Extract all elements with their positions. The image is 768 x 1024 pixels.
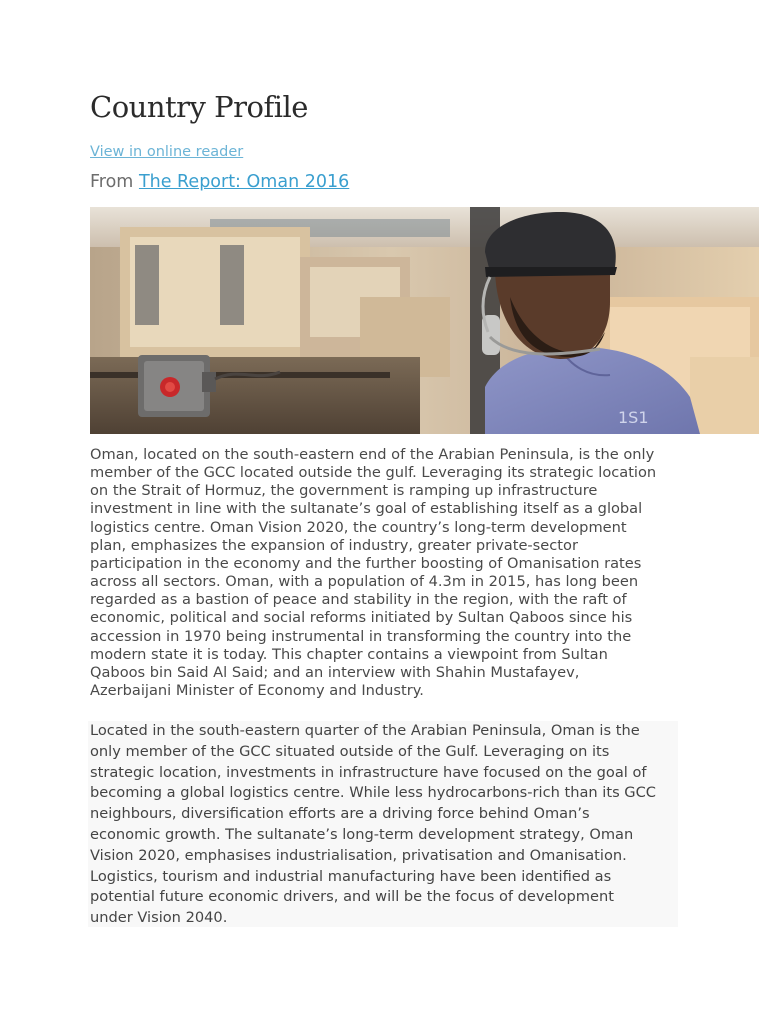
view-online-reader-link[interactable]: View in online reader [90,144,244,160]
report-link[interactable]: The Report: Oman 2016 [138,172,350,192]
svg-text:1S1: 1S1 [618,408,649,427]
hero-photo-worker [90,207,759,434]
intro-paragraph: Oman, located on the south-eastern end of the Arabian Peninsula, is the only member of the GCC located outside the gulf. Leveraging its strategic location on the Strait of Hormuz, the government is ramping up infrastructure investment in line with the sultanate’s goal of establishing itself as a global logistics centre. Oman Vision 2020, the country’s long-term development plan, emphasizes the expansion of industry, greater private-sector participation in the economy and the further boosting of Omanisation rates across all sectors. Oman, with a population of 4.3m in 2015, has long been regarded as a bastion of peace and stability in the region, with the raft of economic, political and social reforms initiated by Sultan Qaboos since his accession in 1970 being instrumental in transforming the country into the modern state it is today. This chapter contains a viewpoint from Sultan Qaboos bin Said Al Said; and an interview with Shahin Mustafayev, Azerbaijani Minister of Economy and Industry. [90,446,657,700]
page-title: Country Profile [90,90,308,124]
body-paragraph: Located in the south-eastern quarter of the Arabian Peninsula, Oman is the only member of the GCC situated outside of the Gulf. Leveraging on its strategic location, investments in infrastructure have focused on the goal of becoming a global logistics centre. While less hydrocarbons-rich than its GCC neighbours, diversification efforts are a driving force behind Oman’s economic growth. The sultanate’s long-term development strategy, Oman Vision 2020, emphasises industrialisation, privatisation and Omanisation. Logistics, tourism and industrial manufacturing have been identified as potential future economic drivers, and will be the focus of development under Vision 2040. [90,722,656,927]
source-line [90,172,349,192]
from-prefix: From [90,172,134,192]
